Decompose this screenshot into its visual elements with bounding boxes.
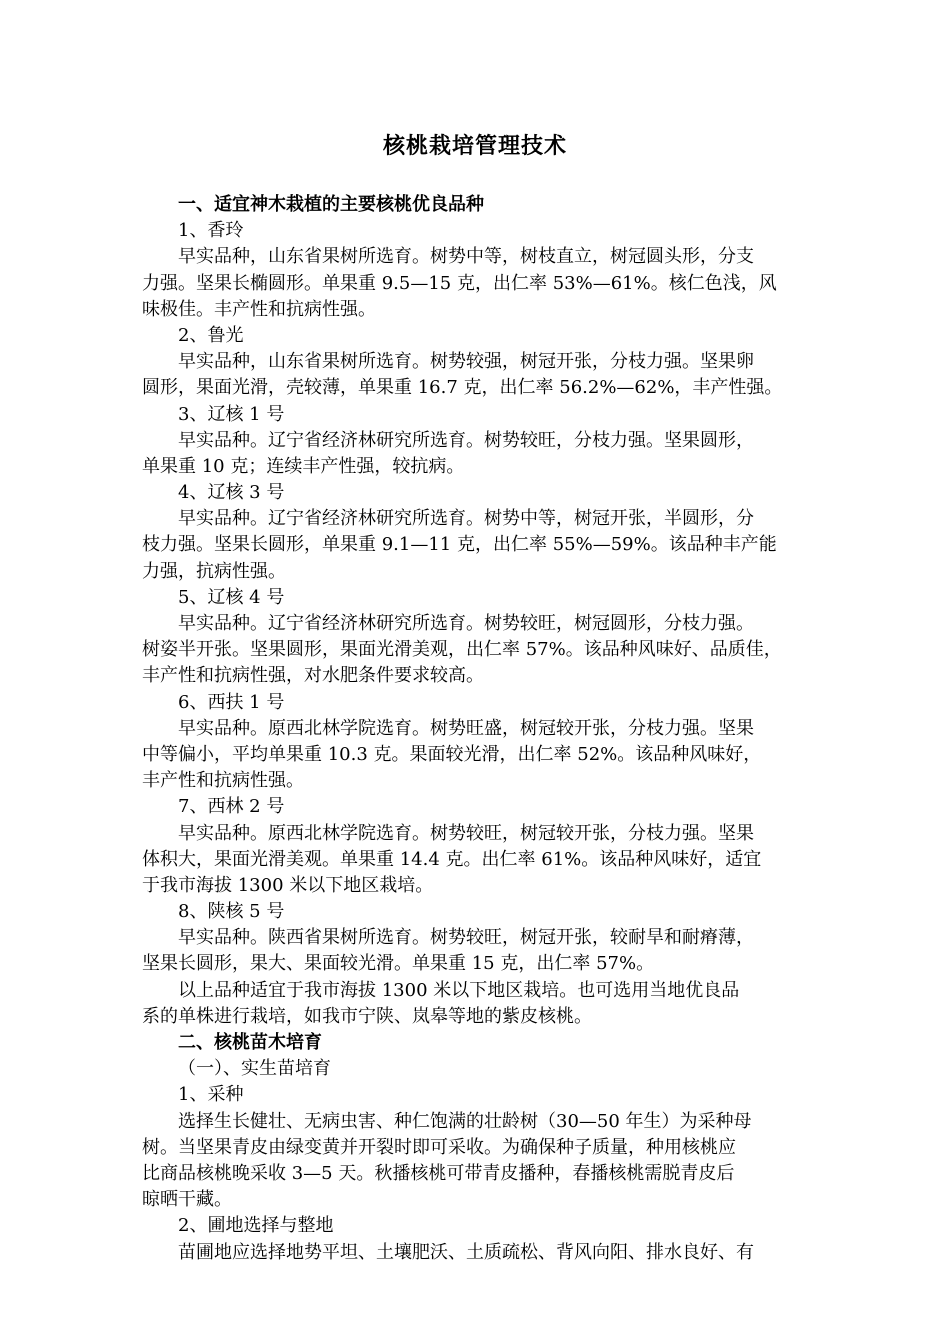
- text-line: 丰产性和抗病性强。: [142, 770, 304, 792]
- text-line: 1、采种: [178, 1084, 244, 1106]
- text-line: 以上品种适宜于我市海拔 1300 米以下地区栽培。也可选用当地优良品: [178, 979, 740, 1001]
- text-line: （一）、实生苗培育: [178, 1058, 331, 1080]
- text-line: 7、西林 2 号: [178, 796, 285, 818]
- text-line: 2、鲁光: [178, 324, 244, 346]
- text-line: 比商品核桃晚采收 3—5 天。秋播核桃可带青皮播种，春播核桃需脱青皮后: [142, 1162, 735, 1184]
- text-line: 早实品种，山东省果树所选育。树势中等，树枝直立，树冠圆头形，分支: [178, 246, 754, 268]
- text-line: 树姿半开张。坚果圆形，果面光滑美观，出仁率 57%。该品种风味好、品质佳，: [142, 639, 782, 661]
- text-line: 8、陕核 5 号: [178, 901, 285, 923]
- text-line: 6、西扶 1 号: [178, 691, 285, 713]
- text-line: 早实品种。辽宁省经济林研究所选育。树势较旺，树冠圆形，分枝力强。: [178, 613, 754, 634]
- document-title: 核桃栽培管理技术: [382, 134, 567, 159]
- text-line: 1、香玲: [178, 220, 244, 242]
- text-line: 系的单株进行栽培，如我市宁陕、岚皋等地的紫皮核桃。: [142, 1005, 592, 1027]
- text-line: 5、辽核 4 号: [178, 586, 285, 608]
- text-line: 力强。坚果长椭圆形。单果重 9.5—15 克，出仁率 53%—61%。核仁色浅，风: [142, 272, 777, 294]
- text-line: 力强，抗病性强。: [142, 560, 286, 582]
- text-line: 味极佳。丰产性和抗病性强。: [142, 298, 376, 320]
- text-line: 单果重 10 克；连续丰产性强，较抗病。: [142, 455, 465, 477]
- text-line: 早实品种。辽宁省经济林研究所选育。树势较旺，分枝力强。坚果圆形，: [178, 429, 754, 451]
- section-heading: 二、核桃苗木培育: [178, 1032, 322, 1053]
- text-line: 早实品种。原西北林学院选育。树势较旺，树冠较开张，分枝力强。坚果: [178, 822, 754, 844]
- text-line: 枝力强。坚果长圆形，单果重 9.1—11 克，出仁率 55%—59%。该品种丰产能: [142, 534, 777, 556]
- text-line: 丰产性和抗病性强，对水肥条件要求较高。: [142, 665, 484, 687]
- text-line: 圆形，果面光滑，壳较薄，单果重 16.7 克，出仁率 56.2%—62%，丰产性强。: [142, 377, 783, 399]
- text-line: 4、辽核 3 号: [178, 482, 285, 504]
- text-line: 树。当坚果青皮由绿变黄并开裂时即可采收。为确保种子质量，种用核桃应: [142, 1136, 736, 1158]
- text-line: 早实品种。陕西省果树所选育。树势较旺，树冠开张，较耐旱和耐瘠薄，: [178, 927, 754, 949]
- text-line: 晾晒干藏。: [142, 1189, 232, 1211]
- text-line: 早实品种。辽宁省经济林研究所选育。树势中等，树冠开张，半圆形，分: [178, 508, 754, 530]
- text-line: 早实品种。原西北林学院选育。树势旺盛，树冠较开张，分枝力强。坚果: [178, 717, 754, 739]
- document-body: [142, 192, 812, 1266]
- text-line: 苗圃地应选择地势平坦、土壤肥沃、土质疏松、背风向阳、排水良好、有: [178, 1241, 754, 1263]
- text-line: 3、辽核 1 号: [178, 403, 285, 425]
- text-line: 体积大，果面光滑美观。单果重 14.4 克。出仁率 61%。该品种风味好，适宜: [142, 848, 762, 870]
- text-line: 坚果长圆形，果大、果面较光滑。单果重 15 克，出仁率 57%。: [142, 953, 655, 975]
- text-line: 于我市海拔 1300 米以下地区栽培。: [142, 874, 434, 896]
- section-heading: 一、适宜神木栽植的主要核桃优良品种: [178, 194, 484, 215]
- text-line: 早实品种，山东省果树所选育。树势较强，树冠开张，分枝力强。坚果卵: [178, 351, 754, 373]
- text-line: 2、圃地选择与整地: [178, 1215, 334, 1237]
- text-line: 中等偏小，平均单果重 10.3 克。果面较光滑，出仁率 52%。该品种风味好，: [142, 743, 762, 765]
- text-line: 选择生长健壮、无病虫害、种仁饱满的壮龄树（30—50 年生）为采种母: [178, 1110, 752, 1132]
